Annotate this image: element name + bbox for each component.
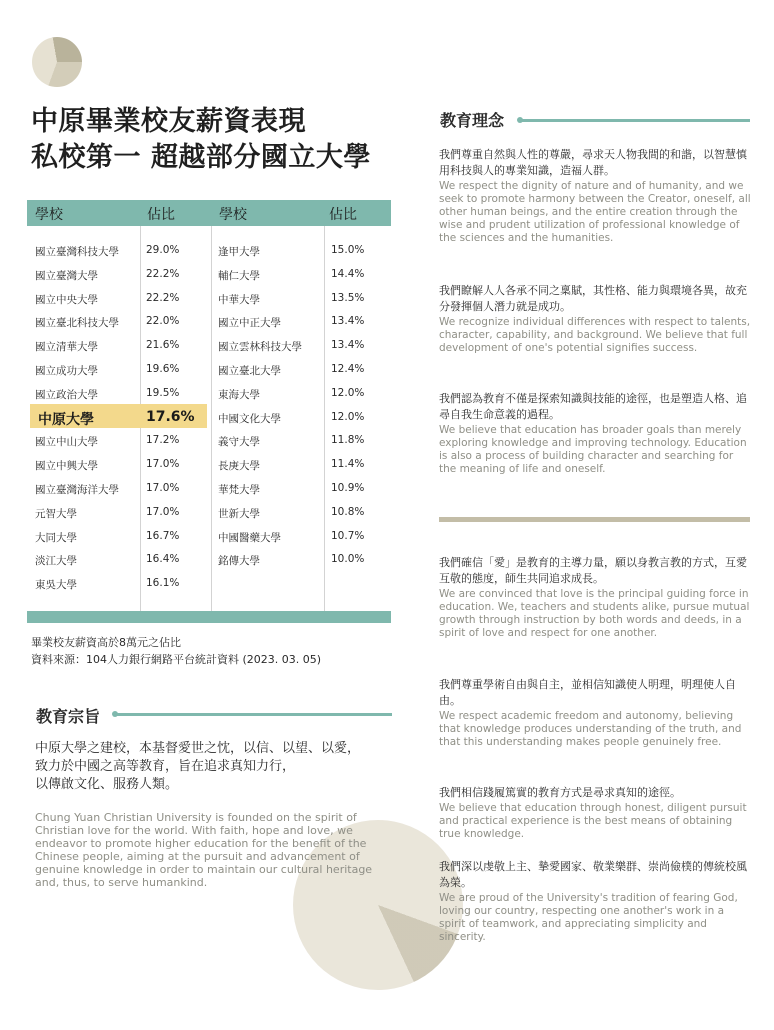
table-cell-pct: 14.4%: [331, 267, 365, 280]
table-cell-school: 元智大學: [35, 507, 77, 520]
table-cell-school: 大同大學: [35, 531, 77, 544]
table-cell-pct: 10.9%: [331, 482, 365, 494]
table-cell-school: 中華大學: [218, 293, 260, 306]
philosophy-paragraph-3: [439, 391, 751, 476]
philosophy-paragraph-4: [439, 555, 751, 640]
table-cell-pct: 22.0%: [146, 315, 180, 328]
table-cell-school: 國立臺灣大學: [35, 269, 98, 282]
table-cell-school: 國立臺灣海洋大學: [35, 484, 119, 496]
table-cell-school: 國立臺灣科技大學: [35, 246, 119, 258]
philosophy-paragraph-2: [439, 283, 751, 355]
rule-end-dot: [112, 711, 118, 717]
table-cell-school: 國立中央大學: [35, 293, 98, 306]
table-cell-school: 華梵大學: [218, 484, 260, 496]
purpose-zh-line: 以傳啟文化、服務人類。: [35, 777, 179, 792]
table-cell-pct: 29.0%: [146, 244, 180, 256]
table-cell-pct: 10.0%: [331, 553, 365, 566]
philosophy-zh: 我們瞭解人人各承不同之稟賦，其性格、能力與環境各異，故充分發揮個人潛力就是成功。: [439, 284, 747, 313]
philosophy-en: We respect academic freedom and autonomy, believing that knowledge produces understanding of the truth, and that this understanding makes people genuinely free.: [439, 710, 742, 748]
purpose-heading-rule: [116, 713, 392, 716]
table-cell-pct: 15.0%: [331, 244, 365, 256]
table-cell-school: 國立成功大學: [35, 365, 98, 377]
philosophy-en: We respect the dignity of nature and of humanity, and we seek to promote harmony between the Creator, oneself, all other human beings, and the entire creation through the wise and prudent utilization of professional knowledge of the sciences and the humanities.: [439, 180, 751, 244]
rule-end-dot: [517, 117, 523, 123]
title-line-1: 中原畢業校友薪資表現: [31, 106, 306, 137]
table-cell-school: 逢甲大學: [218, 246, 260, 258]
philosophy-en: We recognize individual differences with respect to talents, character, capability, and background. We believe that full development of one's potential signifies success.: [439, 316, 751, 354]
purpose-zh-line: 致力於中國之高等教育，旨在追求真知力行，: [35, 759, 296, 774]
highlight-school: 中原大學: [38, 411, 94, 428]
table-cell-pct: 16.7%: [146, 529, 180, 542]
section-heading-purpose: 教育宗旨: [36, 707, 101, 726]
table-cell-pct: 16.1%: [146, 577, 180, 590]
table-cell-pct: 13.4%: [331, 339, 365, 352]
page-title: [31, 104, 411, 176]
philosophy-zh: 我們尊重自然與人性的尊嚴，尋求天人物我間的和諧，以智慧慎用科技與人的專業知識，造福人群。: [439, 148, 747, 177]
header-pct-right: 佔比: [329, 207, 357, 223]
table-header: [27, 200, 391, 226]
philosophy-en: We believe that education through honest, diligent pursuit and practical experience is the best means of obtaining true knowledge.: [439, 802, 747, 840]
table-cell-school: 國立雲林科技大學: [218, 341, 302, 354]
table-cell-pct: 16.4%: [146, 553, 180, 566]
philosophy-zh: 我們確信「愛」是教育的主導力量，願以身教言教的方式，互愛互敬的態度，師生共同追求成長。: [439, 556, 747, 585]
purpose-text-zh: [35, 740, 395, 794]
footnote-line-1: 畢業校友薪資高於8萬元之佔比: [31, 636, 181, 649]
table-cell-pct: 11.8%: [331, 434, 365, 447]
table-cell-school: 銘傳大學: [218, 555, 260, 568]
table-footnote: [31, 634, 321, 668]
philosophy-en: We are proud of the University's tradition of fearing God, loving our country, respecting one another's work in a spirit of teamwork, and appreciating simplicity and sincerity.: [439, 892, 738, 943]
salary-ranking-table: [27, 200, 391, 623]
table-cell-pct: 17.0%: [146, 482, 180, 494]
philosophy-paragraph-6: [439, 785, 751, 841]
table-cell-school: 世新大學: [218, 507, 260, 520]
table-cell-pct: 12.4%: [331, 363, 365, 375]
philosophy-paragraph-7: [439, 859, 751, 944]
footnote-source: 資料來源：104人力銀行網路平台統計資料 (2023. 03. 05): [31, 653, 322, 666]
table-cell-school: 國立政治大學: [35, 388, 98, 401]
table-cell-school: 國立中興大學: [35, 460, 98, 473]
section-heading-philosophy: 教育理念: [440, 111, 505, 130]
table-cell-pct: 12.0%: [331, 386, 365, 399]
table-cell-school: 中國文化大學: [218, 412, 281, 425]
title-line-2: 私校第一 超越部分國立大學: [31, 142, 371, 173]
philosophy-paragraph-1: [439, 147, 751, 245]
highlight-pct: 17.6%: [146, 408, 195, 425]
table-cell-pct: 10.8%: [331, 505, 365, 518]
table-cell-pct: 11.4%: [331, 458, 365, 471]
table-cell-pct: 17.2%: [146, 434, 180, 447]
table-cell-pct: 17.0%: [146, 458, 180, 471]
column-divider: [324, 226, 325, 611]
table-cell-pct: 22.2%: [146, 267, 180, 280]
philosophy-zh: 我們相信踐履篤實的教育方式是尋求真知的途徑。: [439, 786, 681, 799]
table-cell-school: 國立中正大學: [218, 317, 281, 330]
table-cell-school: 東海大學: [218, 388, 260, 401]
purpose-text-en: Chung Yuan Christian University is founded on the spirit of Christian love for the world. With faith, hope and love, we endeavor to promote higher education for the benefit of the Chinese people, aiming at the pursuit and advancement of genuine knowledge in order to maintain our cultural heritage and, thus, to serve humankind.: [35, 811, 373, 889]
table-cell-school: 國立中山大學: [35, 436, 98, 449]
table-cell-school: 長庚大學: [218, 460, 260, 473]
header-school-left: 學校: [35, 207, 63, 223]
table-cell-pct: 19.5%: [146, 386, 180, 399]
philosophy-divider: [439, 517, 750, 522]
philosophy-paragraph-5: [439, 677, 751, 749]
table-cell-school: 國立臺北大學: [218, 365, 281, 377]
table-cell-pct: 13.4%: [331, 315, 365, 328]
table-cell-school: 國立臺北科技大學: [35, 317, 119, 330]
header-pct-left: 佔比: [147, 207, 175, 223]
table-cell-pct: 10.7%: [331, 529, 365, 542]
table-cell-pct: 21.6%: [146, 339, 180, 352]
table-cell-school: 中國醫藥大學: [218, 531, 281, 544]
philosophy-en: We are convinced that love is the principal guiding force in education. We, teachers and students alike, pursue mutual growth through instruction by both words and deeds, in a spirit of love and respect for one another.: [439, 588, 750, 639]
purpose-zh-line: 中原大學之建校，本基督愛世之忱，以信、以望、以愛，: [35, 741, 361, 756]
table-cell-school: 淡江大學: [35, 555, 77, 568]
philosophy-zh: 我們認為教育不僅是探索知識與技能的途徑，也是塑造人格、追尋自我生命意義的過程。: [439, 392, 747, 421]
table-cell-pct: 13.5%: [331, 291, 365, 304]
table-cell-pct: 12.0%: [331, 410, 365, 423]
header-school-right: 學校: [219, 207, 247, 223]
philosophy-en: We believe that education has broader goals than merely exploring knowledge and improving technology. Education is also a process of building character and searching for the meaning of life and oneself.: [439, 424, 747, 475]
philosophy-heading-rule: [522, 119, 750, 122]
table-cell-pct: 17.0%: [146, 505, 180, 518]
table-cell-school: 義守大學: [218, 436, 260, 449]
column-divider: [211, 226, 212, 611]
table-cell-pct: 22.2%: [146, 291, 180, 304]
table-cell-school: 東吳大學: [35, 579, 77, 592]
table-cell-school: 國立清華大學: [35, 341, 98, 354]
table-cell-pct: 19.6%: [146, 363, 180, 375]
philosophy-zh: 我們尊重學術自由與自主，並相信知識使人明理，明理使人自由。: [439, 678, 736, 707]
philosophy-zh: 我們深以虔敬上主、摯愛國家、敬業樂群、崇尚儉樸的傳統校風為榮。: [439, 860, 747, 889]
decorative-circle-top: [32, 37, 82, 87]
table-footer-bar: [27, 611, 391, 623]
table-cell-school: 輔仁大學: [218, 269, 260, 282]
